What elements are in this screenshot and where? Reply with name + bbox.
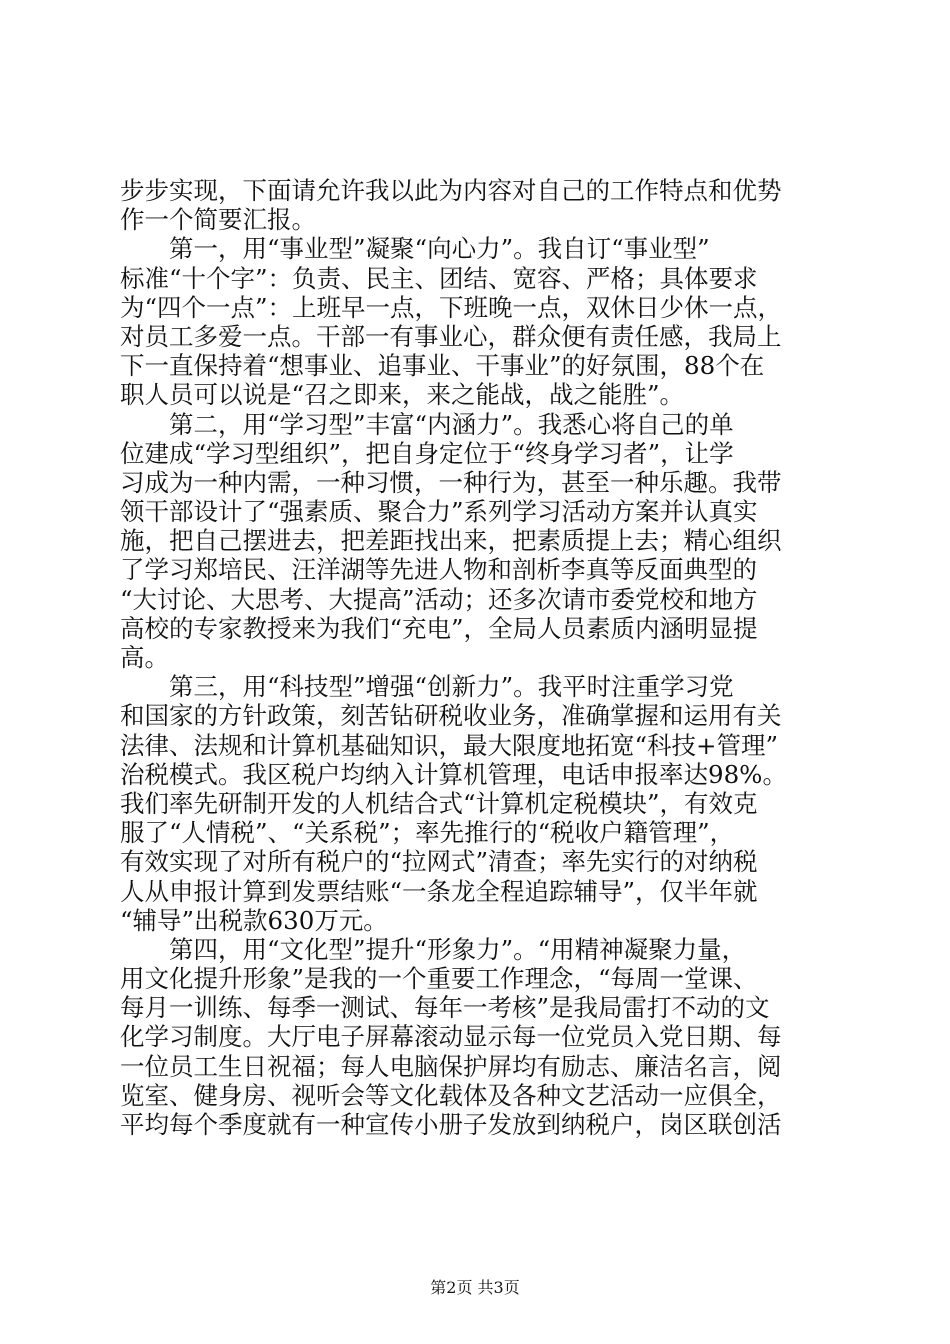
text-line: 高校的专家教授来为我们“充电”，全局人员素质内涵明显提 — [120, 613, 758, 643]
text-line: 步步实现，下面请允许我以此为内容对自己的工作特点和优势 — [120, 176, 782, 205]
text-line: 法律、法规和计算机基础知识，最大限度地拓宽“科技+管理” — [120, 730, 779, 760]
text-line: 第一，用“事业型”凝聚“向心力”。我自订“事业型” — [169, 234, 710, 264]
text-line: 施，把自己摆进去，把差距找出来，把素质提上去；精心组织 — [120, 526, 782, 556]
text-line: 每月一训练、每季一测试、每年一考核”是我局雷打不动的文 — [120, 993, 770, 1023]
text-line: “大讨论、大思考、大提高”活动；还多次请市委党校和地方 — [120, 584, 758, 614]
text-line: “辅导”出税款630万元。 — [120, 905, 388, 935]
text-line: 习成为一种内需，一种习惯，一种行为，甚至一种乐趣。我带 — [120, 467, 782, 497]
text-line: 第二，用“学习型”丰富“内涵力”。我悉心将自己的单 — [169, 409, 734, 439]
text-line: 为“四个一点”：上班早一点，下班晚一点，双休日少休一点， — [120, 292, 783, 322]
text-line: 位建成“学习型组织”，把自身定位于“终身学习者”，让学 — [120, 438, 734, 468]
text-line: 第四，用“文化型”提升“形象力”。“用精神凝聚力量， — [169, 934, 747, 964]
text-line: 平均每个季度就有一种宣传小册子发放到纳税户，岗区联创活 — [120, 1110, 782, 1139]
text-line: 领干部设计了“强素质、聚合力”系列学习活动方案并认真实 — [120, 497, 758, 527]
text-line: 化学习制度。大厅电子屏幕滚动显示每一位党员入党日期、每 — [120, 1022, 782, 1052]
text-line: 人从申报计算到发票结账“一条龙全程追踪辅导”，仅半年就 — [120, 876, 758, 906]
text-line: 标准“十个字”：负责、民主、团结、宽容、严格；具体要求 — [120, 263, 758, 293]
text-line: 我们率先研制开发的人机结合式“计算机定税模块”，有效克 — [120, 788, 758, 818]
text-line: 作一个简要汇报。 — [120, 205, 316, 235]
text-line: 服了“人情税”、“关系税”；率先推行的“税收户籍管理”， — [120, 818, 735, 848]
text-line: 了学习郑培民、汪洋湖等先进人物和剖析李真等反面典型的 — [120, 555, 757, 585]
text-line: 高。 — [120, 643, 169, 672]
text-line: 治税模式。我区税户均纳入计算机管理，电话申报率达98%。 — [120, 759, 787, 789]
text-line: 一位员工生日祝福；每人电脑保护屏均有励志、廉洁名言，阅 — [120, 1051, 782, 1081]
text-line: 职人员可以说是“召之即来，来之能战，战之能胜”。 — [120, 380, 685, 410]
text-line: 第三，用“科技型”增强“创新力”。我平时注重学习党 — [169, 672, 734, 702]
text-line: 有效实现了对所有税户的“拉网式”清查；率先实行的对纳税 — [120, 847, 758, 877]
body-text — [120, 176, 832, 1139]
text-line: 对员工多爱一点。干部一有事业心，群众便有责任感，我局上 — [120, 321, 782, 351]
text-line: 览室、健身房、视听会等文化载体及各种文艺活动一应俱全， — [120, 1080, 782, 1110]
text-line: 下一直保持着“想事业、追事业、干事业”的好氛围，88个在 — [120, 351, 765, 381]
text-line: 和国家的方针政策，刻苦钻研税收业务，准确掌握和运用有关 — [120, 701, 782, 731]
page-footer: 第2页 共3页 — [430, 1278, 520, 1297]
text-line: 用文化提升形象”是我的一个重要工作理念，“每周一堂课、 — [120, 964, 758, 994]
